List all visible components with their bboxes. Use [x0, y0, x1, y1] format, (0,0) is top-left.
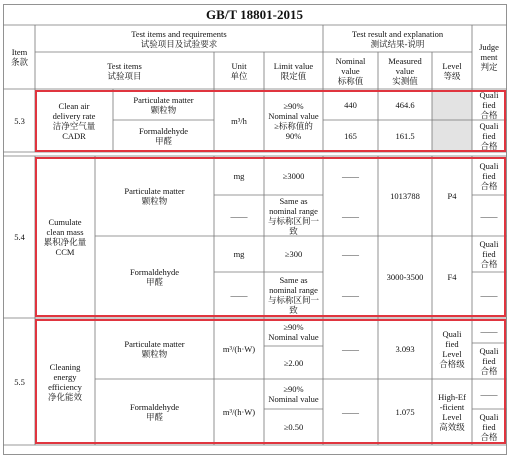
cee-pm-level: Quali fied Level 合格级: [439, 328, 465, 369]
ccm-fm-limit: ≥300: [284, 249, 303, 259]
ccm-fm-nominal-dash-1: ——: [342, 249, 359, 259]
ccm-pm-judgement: Quali fied 合格: [479, 160, 499, 191]
header-limit: Limit value 限定值: [273, 60, 314, 81]
cee-fm-label: Formaldehyde 甲醛: [129, 402, 180, 422]
page-title: GB/T 18801-2015: [206, 7, 303, 22]
ccm-fm-label: Formaldehyde 甲醛: [129, 267, 180, 287]
header-test-items: Test items 试验项目: [107, 60, 142, 81]
ccm-fm-unit-dash: ——: [230, 290, 248, 300]
header-test-items-requirements: Test items and requirements 试验项目及试验要求: [131, 28, 227, 49]
cee-fm-unit: m³/(h·W): [222, 407, 256, 417]
cadr-unit: m³/h: [231, 115, 247, 126]
header-measured: Measured value 实测值: [388, 55, 422, 86]
cadr-fm-label: Formaldehyde 甲醛: [138, 126, 189, 146]
cee-pm-measured: 3.093: [395, 343, 415, 354]
ccm-pm-level: P4: [447, 191, 457, 201]
item-no-5-5: 5.5: [14, 376, 25, 387]
ccm-pm-label: Particulate matter 颗粒物: [124, 186, 185, 206]
header-judgement: Judge ment 判定: [479, 42, 499, 72]
cee-pm-limit-1: ≥90% Nominal value: [268, 322, 319, 342]
ccm-pm-measured: 1013788: [390, 191, 420, 201]
ccm-fm-judgement-dash: ——: [480, 290, 498, 300]
ccm-label: Cumulate clean mass 累积净化量 CCM: [43, 217, 87, 257]
cadr-pm-judgement: Quali fied 合格: [479, 89, 499, 120]
ccm-pm-judgement-dash: ——: [480, 210, 498, 221]
cee-pm-nominal-dash: ——: [342, 343, 359, 354]
ccm-fm-measured: 3000-3500: [386, 272, 424, 282]
cadr-pm-label: Particulate matter 颗粒物: [133, 94, 194, 115]
cee-pm-label: Particulate matter 颗粒物: [124, 338, 185, 359]
cee-fm-limit-1: ≥90% Nominal value: [268, 384, 319, 404]
cee-fm-measured: 1.075: [395, 407, 415, 417]
ccm-pm-unit-dash: ——: [230, 210, 248, 221]
cadr-fm-measured: 161.5: [395, 131, 415, 141]
cee-fm-judgement: Quali fied 合格: [479, 412, 499, 442]
ccm-pm-nominal-dash-1: ——: [342, 170, 359, 181]
ccm-pm-unit: mg: [233, 170, 245, 181]
item-no-5-4: 5.4: [14, 232, 25, 242]
cee-fm-nominal-dash: ——: [342, 407, 359, 417]
cee-pm-limit-2: ≥2.00: [283, 357, 304, 368]
cee-label: Cleaning energy efficiency 净化能效: [47, 361, 82, 402]
ccm-pm-nominal-dash-2: ——: [342, 210, 359, 221]
ccm-fm-judgement: Quali fied 合格: [479, 239, 499, 269]
header-level: Level 等级: [442, 60, 462, 81]
cadr-limit: ≥90% Nominal value ≥标称值的 90%: [268, 100, 319, 141]
cee-pm-unit: m³/(h·W): [222, 343, 256, 354]
cee-fm-limit-2: ≥0.50: [283, 422, 304, 432]
header-nominal: Nominal value 标称值: [335, 55, 366, 86]
cee-fm-judgement-dash: ——: [480, 389, 498, 399]
ccm-pm-limit: ≥3000: [282, 170, 305, 181]
cee-pm-judgement-dash: ——: [480, 325, 498, 336]
header-test-result: Test result and explanation 测试结果-说明: [351, 28, 444, 49]
ccm-pm-same-range: Same as nominal range 与标称区间一 致: [267, 195, 319, 236]
item-no-5-3: 5.3: [14, 115, 25, 126]
cadr-pm-measured: 464.6: [395, 99, 415, 110]
header-item: Item 条款: [10, 47, 28, 67]
cadr-pm-nominal: 440: [344, 99, 357, 110]
ccm-fm-nominal-dash-2: ——: [342, 290, 359, 300]
cee-pm-judgement: Quali fied 合格: [479, 346, 499, 376]
cee-fm-level: High-Ef -ficient Level 高效级: [438, 392, 466, 432]
ccm-fm-unit: mg: [233, 249, 245, 259]
ccm-fm-same-range: Same as nominal range 与标称区间一 致: [267, 275, 319, 315]
header-unit: Unit 单位: [230, 60, 248, 81]
ccm-fm-level: F4: [447, 272, 457, 282]
cadr-fm-judgement: Quali fied 合格: [479, 121, 499, 151]
cadr-label: Clean air delivery rate 洁净空气量 CADR: [52, 100, 96, 141]
cadr-fm-nominal: 165: [344, 131, 357, 141]
